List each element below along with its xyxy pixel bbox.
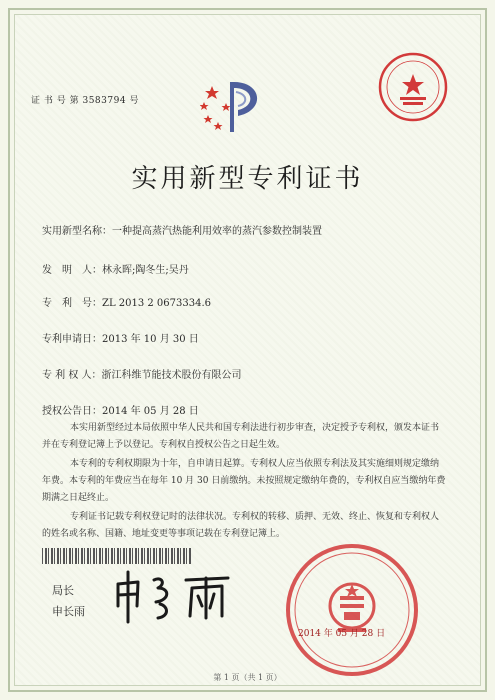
field-label: 专 利 号： xyxy=(42,298,102,309)
cert-no-value: 3583794 xyxy=(82,96,127,106)
paragraph-term: 本专利的专利权期限为十年，自申请日起算。专利权人应当依照专利法及其实施细则规定缴纳年费。本专利的年费应当在每年 10 月 30 日前缴纳。未按照规定缴纳年费的，专利权自应当缴纳年费期满之日起终止。 xyxy=(42,459,446,503)
field-value: 林永晖;陶冬生;吴丹 xyxy=(102,265,189,276)
field-value: 浙江科维节能技术股份有限公司 xyxy=(101,370,242,381)
paragraph-grant: 本实用新型经过本局依照中华人民共和国专利法进行初步审查，决定授予专利权，颁发本证书并在专利登记簿上予以登记。专利权自授权公告之日起生效。 xyxy=(42,423,440,450)
page-title: 实用新型专利证书 xyxy=(131,164,364,194)
field-value: 一种提高蒸汽热能利用效率的蒸汽参数控制装置 xyxy=(112,226,322,237)
sipo-logo-icon xyxy=(200,76,270,136)
field-value: 2013 年 10 月 30 日 xyxy=(102,334,199,345)
field-application-date xyxy=(42,330,199,345)
certificate-number xyxy=(31,93,139,106)
field-label: 专利申请日： xyxy=(42,334,102,345)
field-inventors xyxy=(42,261,189,276)
field-label: 实用新型名称： xyxy=(42,226,112,237)
field-patent-number xyxy=(42,294,211,309)
seal-date: 2014 年 05 月 28 日 xyxy=(298,629,386,639)
field-value: ZL 2013 2 0673334.6 xyxy=(102,298,212,309)
cert-no-label: 证 书 号 第 xyxy=(31,96,80,106)
director-title: 局长 xyxy=(52,584,74,597)
field-patentee xyxy=(42,366,242,381)
cert-no-suffix: 号 xyxy=(129,96,139,106)
director-signature-icon xyxy=(110,566,260,626)
paragraph-legal-status: 专利证书记载专利权登记时的法律状况。专利权的转移、质押、无效、终止、恢复和专利权人的姓名或名称、国籍、地址变更等事项记载在专利登记簿上。 xyxy=(42,512,440,539)
page-footer: 第 1 页（共 1 页） xyxy=(213,673,282,682)
field-grant-date xyxy=(42,402,199,417)
field-utility-model-name xyxy=(42,222,322,237)
director-name: 申长雨 xyxy=(52,605,85,618)
official-seal-icon xyxy=(282,540,422,680)
field-label: 授权公告日： xyxy=(42,406,102,417)
barcode xyxy=(42,548,192,564)
agency-stamp-icon xyxy=(376,50,450,124)
field-label: 专 利 权 人： xyxy=(42,370,102,381)
field-label: 发 明 人： xyxy=(42,265,102,276)
field-value: 2014 年 05 月 28 日 xyxy=(102,406,199,417)
